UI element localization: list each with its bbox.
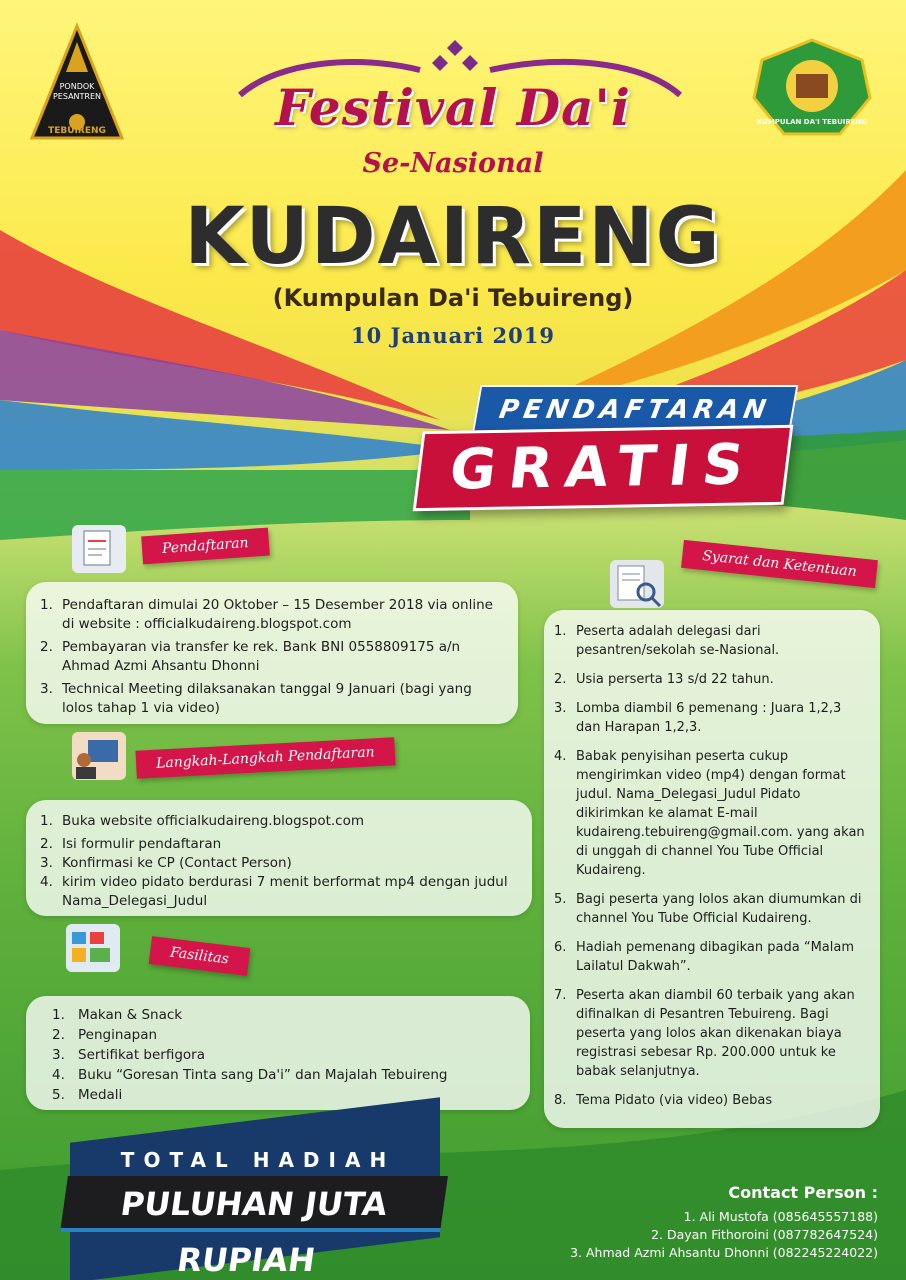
list-item: 1. Peserta adalah delegasi dari pesantren/sekolah se-Nasional.: [554, 624, 780, 658]
list-item: 2. Pembayaran via transfer ke rek. Bank BNI 0558809175 a/n Ahmad Azmi Ahsantu Dhonni: [40, 639, 461, 674]
list-item: 1. Buka website officialkudaireng.blogspot.com: [40, 813, 365, 829]
hadiah-amount: PULUHAN JUTA RUPIAH: [60, 1176, 448, 1232]
title-festival: Festival Da'i: [275, 78, 631, 137]
facilities-icon: [66, 924, 120, 972]
list-item: 3. Sertifikat berfigora: [52, 1047, 205, 1063]
logo-left-line2: PESANTREN: [52, 92, 102, 101]
contact-block: [570, 1183, 878, 1262]
banner-gratis: GRATIS: [413, 425, 794, 511]
list-item: 5. Medali: [52, 1087, 123, 1103]
title-se-nasional: Se-Nasional: [362, 148, 544, 179]
list-item: 2. Penginapan: [52, 1027, 158, 1043]
langkah-box: [26, 800, 532, 916]
title-kumpulan: (Kumpulan Da'i Tebuireng): [272, 284, 634, 312]
computer-user-icon: [72, 732, 126, 780]
list-item: 4. Babak penyisihan peserta cukup mengirimkan video (mp4) dengan format judul. Nama_Delegasi_Judul Pidato dikirimkan ke alamat E-mail kudaireng.tebuireng@gmail.com. yang akan di unggah di channel You Tube Official Kudaireng.: [554, 749, 865, 878]
list-item: 1. Makan & Snack: [52, 1007, 183, 1023]
syarat-list: [554, 622, 868, 1110]
fasilitas-list: [52, 1006, 512, 1105]
syarat-box: [544, 610, 880, 1128]
title-kudaireng: KUDAIRENG: [184, 192, 722, 282]
list-item: 5. Bagi peserta yang lolos akan diumumkan di channel You Tube Official Kudaireng.: [554, 892, 862, 926]
list-item: 3. Konfirmasi ke CP (Contact Person): [40, 855, 292, 871]
logo-left-line3: TEBUIRENG: [48, 126, 106, 136]
hadiah-total-label: TOTAL HADIAH: [120, 1148, 396, 1172]
list-item: 1. Pendaftaran dimulai 20 Oktober – 15 Desember 2018 via online di website : officialkudaireng.blogspot.com: [40, 597, 493, 632]
logo-right-text: KUMPULAN DA'I TEBUIRENG: [756, 118, 868, 126]
pendaftaran-box: [26, 582, 518, 724]
list-item: 8. Tema Pidato (via video) Bebas: [554, 1093, 773, 1108]
list-item: 6. Hadiah pemenang dibagikan pada “Malam Lailatul Dakwah”.: [554, 940, 854, 974]
contact-line: 2. Dayan Fithoroini (087782647524): [651, 1227, 878, 1242]
list-item: 2. Isi formulir pendaftaran: [40, 836, 222, 852]
list-item: 4. Buku “Goresan Tinta sang Da'i” dan Majalah Tebuireng: [52, 1067, 448, 1083]
list-item: 3. Technical Meeting dilaksanakan tanggal 9 Januari (bagi yang lolos tahap 1 via video): [40, 681, 472, 716]
tag-pendaftaran: Pendaftaran: [141, 528, 269, 565]
tag-fasilitas: Fasilitas: [149, 936, 251, 976]
contact-title: Contact Person :: [728, 1183, 878, 1202]
contact-line: 3. Ahmad Azmi Ahsantu Dhonni (082245224022): [570, 1245, 878, 1260]
list-item: 7. Peserta akan diambil 60 terbaik yang akan difinalkan di Pesantren Tebuireng. Bagi peserta yang lolos akan dikenakan biaya registrasi sebesar Rp. 200.000 untuk ke babak selanjutnya.: [554, 988, 855, 1079]
tag-langkah: Langkah-Langkah Pendaftaran: [135, 737, 395, 779]
document-search-icon: [610, 560, 664, 608]
list-item: 3. Lomba diambil 6 pemenang : Juara 1,2,3 dan Harapan 1,2,3.: [554, 701, 842, 735]
tag-syarat: Syarat dan Ketentuan: [681, 540, 878, 588]
event-date: 10 Januari 2019: [350, 323, 556, 348]
clipboard-icon: [72, 525, 126, 573]
pendaftaran-list: [40, 596, 500, 718]
list-item: 4. kirim video pidato berdurasi 7 menit berformat mp4 dengan judul Nama_Delegasi_Judul: [40, 874, 508, 909]
fasilitas-box: [26, 996, 530, 1110]
langkah-list: [40, 812, 514, 911]
logo-left-line1: PONDOK: [59, 82, 95, 91]
banner-pendaftaran: PENDAFTARAN: [472, 385, 799, 435]
list-item: 2. Usia perserta 13 s/d 22 tahun.: [554, 672, 774, 687]
contact-line: 1. Ali Mustofa (085645557188): [683, 1209, 878, 1224]
